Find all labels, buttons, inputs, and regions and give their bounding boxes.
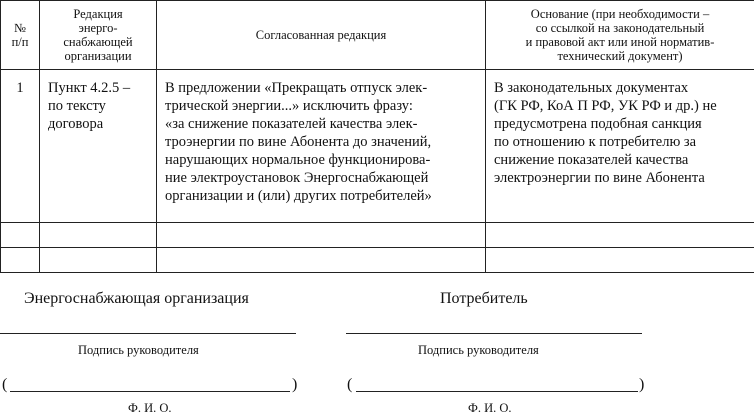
cell-supplier-edition: [40, 248, 157, 273]
consumer-title: Потребитель: [440, 290, 528, 307]
cell-number: 1: [1, 70, 40, 223]
header-agreed-edition: Согласованная редакция: [157, 1, 486, 70]
supplier-name-line: [10, 391, 290, 392]
supplier-signature-caption: Подпись руководителя: [78, 343, 199, 357]
header-basis: Основание (при необходимости – со ссылкой на законодательный и правовой акт или иной норматив- технический документ): [486, 1, 754, 70]
supplier-signature-line: [0, 333, 296, 334]
cell-basis: В законодательных документах (ГК РФ, КоА П РФ, УК РФ и др.) не предусмотрена подобная санкция по отношению к потребителю за снижение показателей качества электроэнергии по вине Абонента: [486, 70, 754, 223]
consumer-name-caption: Ф. И. О.: [468, 401, 512, 415]
cell-number: [1, 248, 40, 273]
supplier-title: Энергоснабжающая организация: [24, 290, 249, 307]
consumer-signature-line: [346, 333, 642, 334]
table-header-row: [1, 1, 754, 70]
supplier-paren-open: (: [2, 376, 8, 393]
cell-agreed-edition: [157, 223, 486, 248]
table-row: [1, 248, 754, 273]
consumer-paren-open: (: [347, 376, 353, 393]
cell-agreed-edition: В предложении «Прекращать отпуск элек- трической энергии...» исключить фразу: «за снижение показателей качества элек- троэнергии по вине Абонента до значений, нарушающих нормальное функционирова- ние электроустановок Энергоснабжающей организации и (или) других потребителей»: [157, 70, 486, 223]
cell-supplier-edition: Пункт 4.2.5 – по тексту договора: [40, 70, 157, 223]
consumer-name-line: [356, 391, 638, 392]
cell-basis: [486, 248, 754, 273]
consumer-paren-close: ): [639, 376, 645, 393]
header-supplier-edition: Редакция энерго- снабжающей организации: [40, 1, 157, 70]
table-row: [1, 70, 754, 223]
cell-basis: [486, 223, 754, 248]
table-row: [1, 223, 754, 248]
cell-agreed-edition: [157, 248, 486, 273]
supplier-paren-close: ): [292, 376, 298, 393]
supplier-name-caption: Ф. И. О.: [128, 401, 172, 415]
header-number: № п/п: [1, 1, 40, 70]
cell-number: [1, 223, 40, 248]
cell-supplier-edition: [40, 223, 157, 248]
consumer-signature-caption: Подпись руководителя: [418, 343, 539, 357]
